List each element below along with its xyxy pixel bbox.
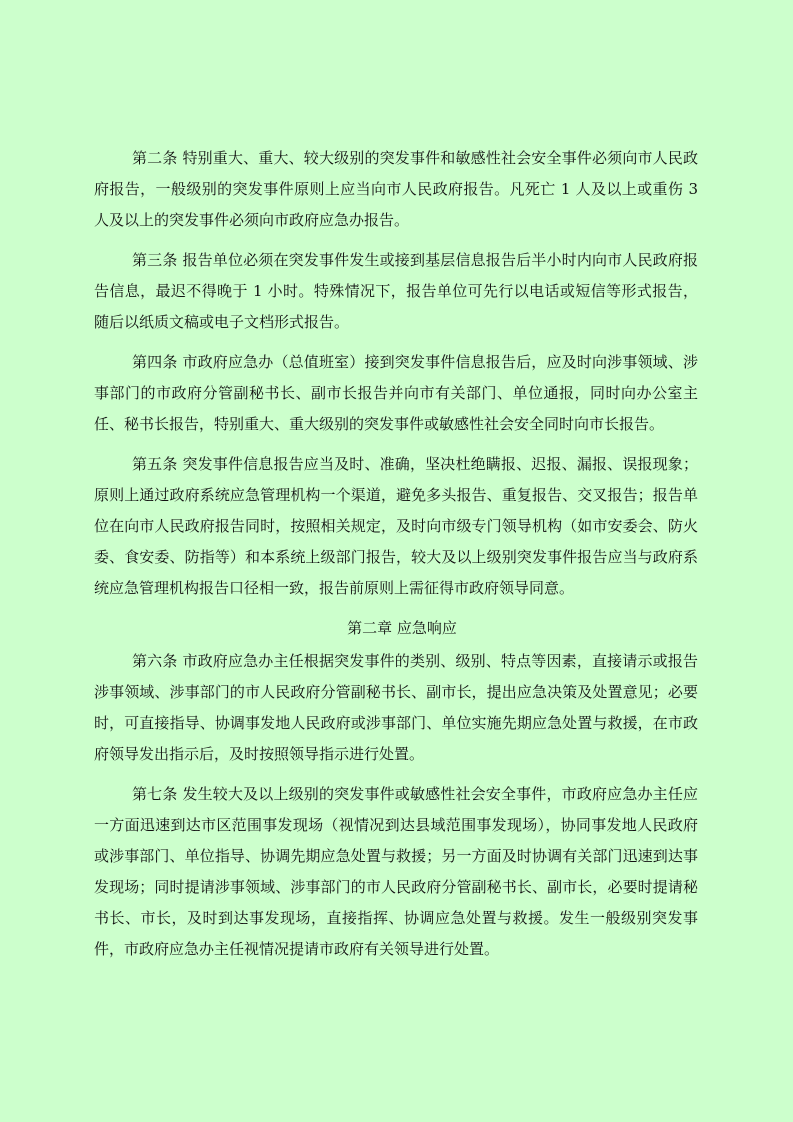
chapter-title: 第二章 应急响应 [347,619,457,637]
article-4-paragraph: 第四条 市政府应急办（总值班室）接到突发事件信息报告后，应及时向涉事领域、涉事部门的市政府分管副秘书长、副市长报告并向市有关部门、单位通报，同时向办公室主任、秘书长报告，特别重大、重大级别的突发事件或敏感性社会安全同时向市长报告。 [94,353,698,433]
article-5-paragraph: 第五条 突发事件信息报告应当及时、准确，坚决杜绝瞒报、迟报、漏报、误报现象；原则上通过政府系统应急管理机构一个渠道，避免多头报告、重复报告、交叉报告；报告单位在向市人民政府报告同时，按照相关规定，及时向市级专门领导机构（如市安委会、防火委、食安委、防指等）和本系统上级部门报告，较大及以上级别突发事件报告应当与政府系统应急管理机构报告口径相一致，报告前原则上需征得市政府领导同意。 [94,455,698,597]
article-6-paragraph: 第六条 市政府应急办主任根据突发事件的类别、级别、特点等因素，直接请示或报告涉事领域、涉事部门的市人民政府分管副秘书长、副市长，提出应急决策及处置意见；必要时，可直接指导、协调事发地人民政府或涉事部门、单位实施先期应急处置与救援，在市政府领导发出指示后，及时按照领导指示进行处置。 [94,652,698,763]
document-page [94,143,698,974]
article-3-paragraph: 第三条 报告单位必须在突发事件发生或接到基层信息报告后半小时内向市人民政府报告信息，最迟不得晚于 1 小时。特殊情况下，报告单位可先行以电话或短信等形式报告，随后以纸质文稿或电子文档形式报告。 [94,251,698,331]
article-7-paragraph: 第七条 发生较大及以上级别的突发事件或敏感性社会安全事件，市政府应急办主任应一方面迅速到达市区范围事发现场（视情况到达县域范围事发现场），协同事发地人民政府或涉事部门、单位指导、协调先期应急处置与救援；另一方面及时协调有关部门迅速到达事发现场；同时提请涉事领域、涉事部门的市人民政府分管副秘书长、副市长，必要时提请秘书长、市长，及时到达事发现场，直接指挥、协调应急处置与救援。发生一般级别突发事件，市政府应急办主任视情况提请市政府有关领导进行处置。 [94,785,698,958]
article-2-paragraph: 第二条 特别重大、重大、较大级别的突发事件和敏感性社会安全事件必须向市人民政府报告，一般级别的突发事件原则上应当向市人民政府报告。凡死亡 1 人及以上或重伤 3 人及以上的突发事件必须向市政府应急办报告。 [94,149,698,229]
